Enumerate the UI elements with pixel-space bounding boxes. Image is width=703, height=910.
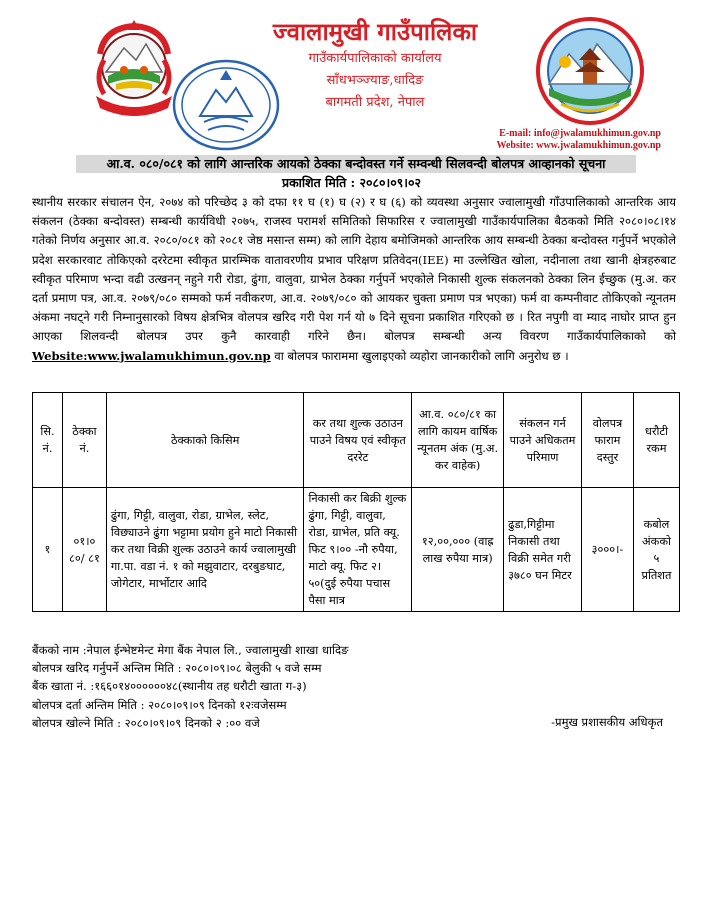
contact-info xyxy=(497,128,661,152)
bank-account: बैंक खाता नं. :१६६०१४००००००४८(स्थानीय तह धरौटी खाता ग-३) xyxy=(32,679,307,694)
website-link[interactable]: Website:www.jwalamukhimun.gov.np xyxy=(32,348,271,363)
header-minimum-amount: आ.व. ०८०/८१ का लागि कायम वार्षिक न्यूनतम अंक (मु.अ. कर वाहेक) xyxy=(412,393,504,488)
office-location: साँधभञ्ज्याङ,धादिङ xyxy=(326,73,424,88)
header-contract-type: ठेक्काको किसिम xyxy=(106,393,304,488)
header-tax-rate: कर तथा शुल्क उठाउन पाउने विषय एवं स्वीकृत दररेट xyxy=(304,393,412,488)
table-header-row xyxy=(33,393,680,488)
email-text: E-mail: info@jwalamukhimun.gov.np xyxy=(499,128,661,139)
header-deposit: धरौटी रकम xyxy=(633,393,679,488)
cell-tax-rate: निकासी कर बिक्री शुल्क ढुंगा, गिट्टी, वालुवा, रोडा, ग्राभेल, प्रति क्यू. फिट ९।०० -नौ रुपैया, माटो क्यू. फिट २।५०(दुई रुपैया पचास पैसा मात्र xyxy=(304,488,412,612)
body-text-end: वा बोलपत्र फाराममा खुलाइएको व्यहोरा जानकारीको लागि अनुरोध छ । xyxy=(270,348,569,363)
cell-contract-type: ढुंगा, गिट्टी, वालुवा, रोडा, ग्राभेल, स्लेट, विछ्याउने ढुंगा भट्टामा प्रयोग हुने माटो निकासी कर तथा विक्री शुल्क उठाउने कार्य ज्वालामुखी गा.पा. वडा नं. १ को मझुवाटार, दरबुङघाट, जोगेटार, मार्भोटार आदि xyxy=(106,488,304,612)
notice-body xyxy=(32,193,676,366)
notice-paragraph xyxy=(32,193,676,366)
contract-table xyxy=(32,392,680,612)
header-contract-no: ठेक्का नं. xyxy=(62,393,106,488)
municipality-logo-icon xyxy=(535,14,645,128)
municipality-name: ज्वालामुखी गाउँपालिका xyxy=(272,17,478,46)
cell-deposit: कबोल अंकको ५ प्रतिशत xyxy=(633,488,679,612)
cell-form-fee: ३०००।- xyxy=(582,488,634,612)
table-row xyxy=(33,488,680,612)
bid-register-deadline: बोलपत्र दर्ता अन्तिम मिति : २०८०।०९।०९ दिनको १२ःवजेसम्म xyxy=(32,697,287,712)
publication-date: प्रकाशित मिति : २०८०।०९।०२ xyxy=(281,175,422,190)
header-max-quantity: संकलन गर्न पाउने अधिकतम परिमाण xyxy=(504,393,582,488)
signature-title: -प्रमुख प्रशासकीय अधिकृत xyxy=(551,715,663,729)
header-serial: सि. नं. xyxy=(33,393,63,488)
letterhead-titles xyxy=(255,16,495,114)
cell-max-quantity: ढुडा,गिट्टीमा निकासी तथा विक्री समेत गरी ३७८० घन मिटर xyxy=(504,488,582,612)
notice-title: आ.व. ०८०/०८१ को लागि आन्तरिक आयको ठेक्का बन्दोवस्त गर्ने सम्वन्धी सिलवन्दी बोलपत्र आव्हानको सूचना xyxy=(76,155,636,173)
cell-minimum-amount: १२,००,००० (वाह्र लाख रुपैया मात्र) xyxy=(412,488,504,612)
letterhead xyxy=(0,0,703,160)
website-text: Website: www.jwalamukhimun.gov.np xyxy=(496,140,661,151)
province-name: बागमती प्रदेश, नेपाल xyxy=(325,95,425,110)
office-name: गाउँकार्यपालिकाको कार्यालय xyxy=(308,51,442,66)
bid-opening-date: बोलपत्र खोल्ने मिति : २०८०।०९।०९ दिनको २ :०० वजे xyxy=(32,715,260,730)
header-form-fee: वोलपत्र फाराम दस्तुर xyxy=(582,393,634,488)
bank-name: बैंकको नाम :नेपाल ईन्भेष्टमेन्ट मेगा बैंक नेपाल लि., ज्वालामुखी शाखा धादिङ xyxy=(32,643,349,657)
bid-purchase-deadline: बोलपत्र खरिद गर्नुपर्ने अन्तिम मिति : २०८०।०९।०८ बेलुकी ५ वजे सम्म xyxy=(32,661,322,676)
cell-contract-no: ०१।० ८०/ ८१ xyxy=(62,488,106,612)
nepal-emblem-icon xyxy=(84,14,184,120)
body-text: स्थानीय सरकार संचालन ऐन, २०७४ को परिच्छेद ३ को दफा ११ घ (१) घ (२) र घ (६) को व्यवस्था अनुसार ज्वालामुखी गाँउपालिकाको आन्तरिक आय संकलन (ठेक्का बन्दोवस्त) सम्बन्धी कार्यविधी २०७५, राजस्व परामर्श समितिको सिफारिस र ज्वालामुखी गाउँकार्यपालिका बैठकको मिति २०८०।०८।१४ गतेको निर्णय अनुसार आ.व. २०८०/०८१ को २०८१ जेष्ठ मसान्त सम्म) को लागि देहाय बमोजिमको आन्तरिक आय सम्बन्धी ठेक्का बन्दोवस्त गर्नुपर्ने भएकोले प्रदेश सरकारवाट तोकिएको दररेटमा स्वीकृत प्रारम्भिक वातावरणीय प्रभाव परिक्षण प्रतिवेदन(IEE) मा उल्लेखित खोला, नदीनाला तथा खानी क्षेत्रहरुबाट स्वीकृत परिमाण भन्दा वढी उत्खनन् नहुने गरी रोडा, ढुंगा, वालुवा, ग्राभेल ठेक्का गर्नुपर्ने भएकोले निकासी शुल्क संकलनको ठेक्का लिन ईच्छुक (मु.अ. कर दर्ता प्रमाण पत्र, आ.व. २०७९/०८० सम्मको फर्म नवीकरण, आ.व. २०७९/०८० को आयकर चुक्ता प्रमाण पत्र भएका) फर्म वा कम्पनीवाट तोकिएको न्यूनतम अंकमा नघट्ने गरी निम्नानुसारको विषय क्षेत्रभित्र वोलपत्र खरिद गरी पेश गर्न यो ७ दिने सूचना प्रकाशित गरिएको छ । रित नपुगी वा म्याद नाघोर प्राप्त हुन आएका शिलवन्दी बोलपत्र उपर कुनै कारवाही गरिने छैन। बोलपत्र सम्बन्धी अन्य विवरण गाउँकार्यपालिकाको को xyxy=(32,195,677,344)
cell-serial: १ xyxy=(33,488,63,612)
